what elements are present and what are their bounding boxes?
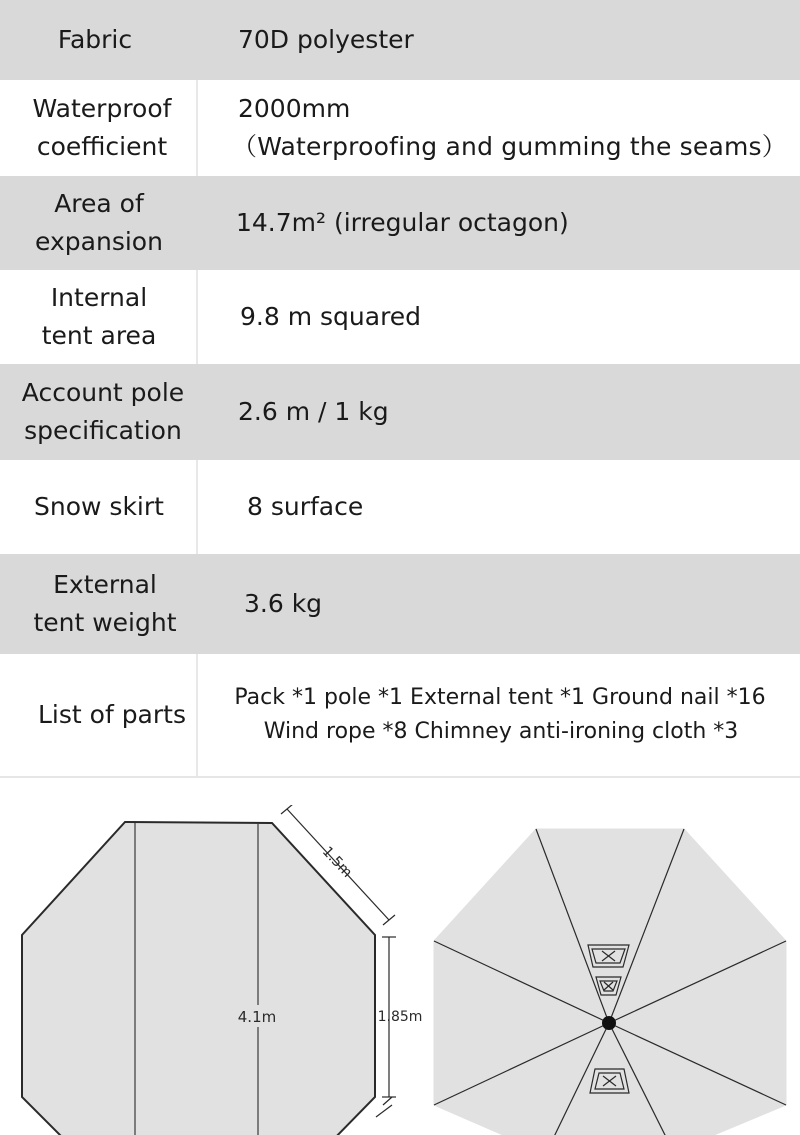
row-area [0,176,800,270]
label-internal: Internal tent area [41,283,157,350]
value-internal [240,270,800,364]
row-fabric [0,0,800,80]
value-waterproof-note: （Waterproofing and gumming the seams） [232,132,787,161]
value-waterproof [232,80,800,176]
value-pole [238,364,800,460]
value-parts [200,654,800,776]
value-fabric [238,0,800,80]
value-skirt [247,460,800,554]
value-weight-text: 3.6 kg [244,589,323,618]
label-pole: Account pole specification [21,378,185,445]
floor-plan-octagon [22,822,375,1135]
side-length-label: 1.5m [318,843,356,881]
row-internal [0,270,800,364]
top-view-diagram [430,805,800,1135]
value-weight [244,554,800,654]
value-skirt-text: 8 surface [247,492,364,521]
row-pole [0,364,800,460]
value-area [236,176,800,270]
floor-plan-diagram [0,805,430,1135]
table-bottom-divider [0,776,800,778]
row-parts [0,654,800,776]
label-weight: External tent weight [33,570,177,637]
label-parts: List of parts [38,700,186,729]
label-area: Area of expansion [35,189,163,256]
width-label: 4.1m [237,1008,277,1026]
label-fabric: Fabric [57,25,133,54]
row-waterproof [0,80,800,176]
row-weight [0,554,800,654]
value-parts-line2: Wind rope *8 Chimney anti-ironing cloth *3 [263,719,739,744]
center-pole-icon [602,1016,616,1030]
value-internal-text: 9.8 m squared [240,302,422,331]
label-waterproof: Waterproof coefficient [32,94,172,161]
value-fabric-text: 70D polyester [238,25,414,54]
value-parts-line1: Pack *1 pole *1 External tent *1 Ground nail *16 [234,685,766,710]
label-skirt: Snow skirt [34,492,164,521]
value-waterproof-text: 2000mm [238,94,351,123]
value-area-text: 14.7m² (irregular octagon) [236,208,569,237]
row-skirt [0,460,800,554]
short-side-label: 1.85m [377,1009,423,1025]
value-pole-text: 2.6 m / 1 kg [238,397,389,426]
